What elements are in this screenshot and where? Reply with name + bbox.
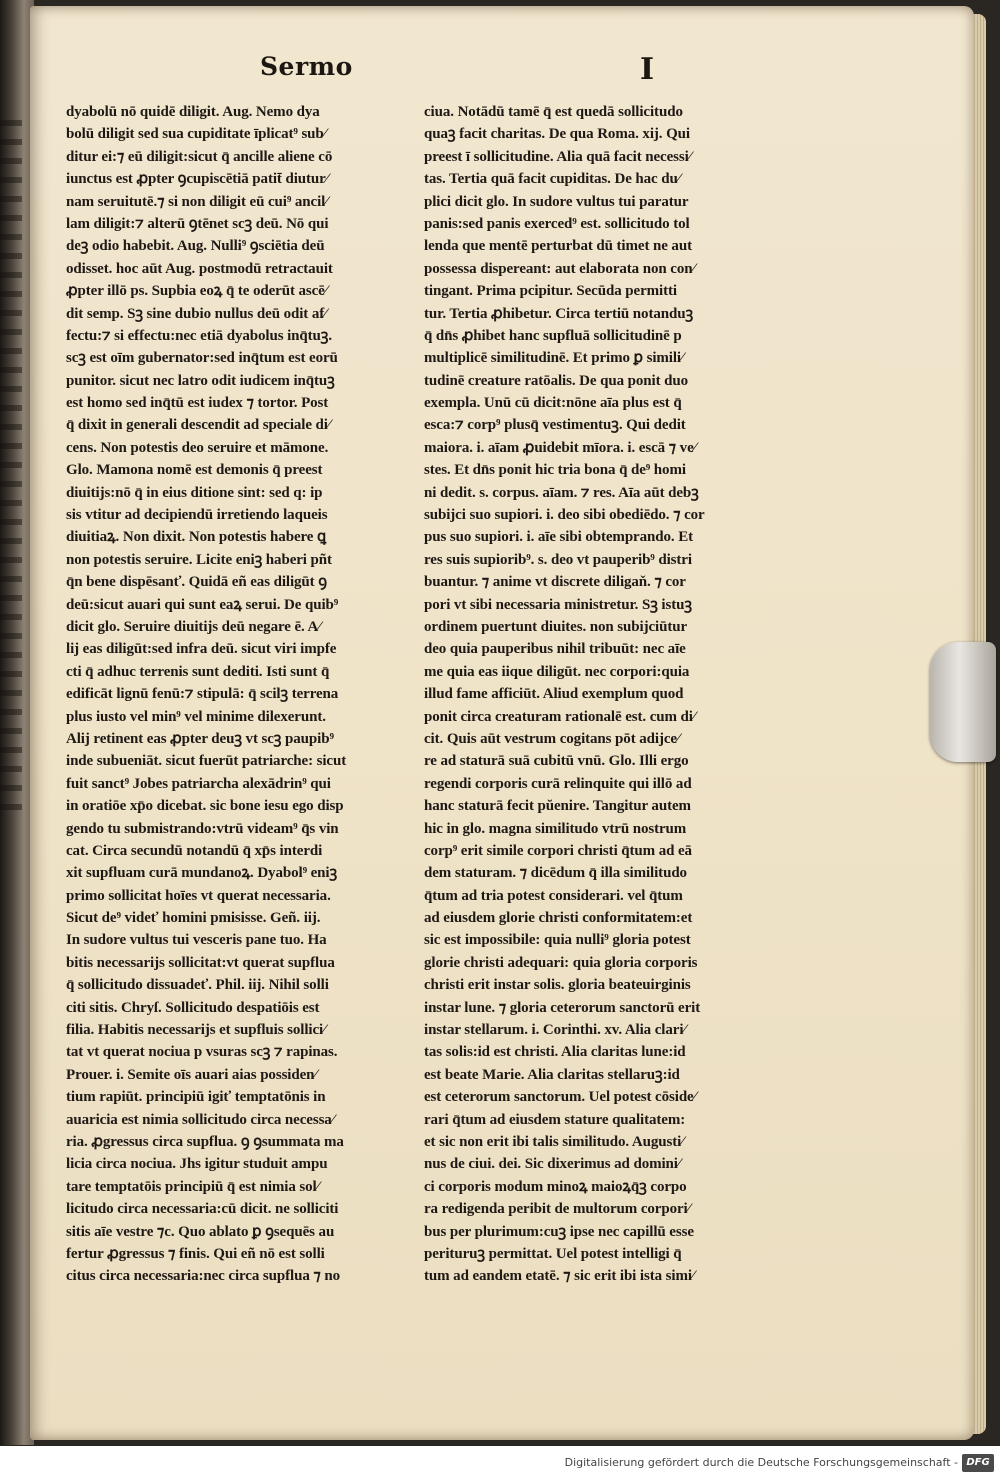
text-line: multiplicē similitudinē. Et primo ꝑ simili⁄	[424, 350, 684, 367]
text-line: buantur. ⁊ anime vt discrete diligaň. ⁊ cor	[424, 574, 686, 591]
text-line: christi erit instar solis. gloria beateuirginis	[424, 977, 691, 994]
text-line: diuitiaꝝ. Non dixit. Non potestis habere ꝗ	[66, 529, 327, 546]
text-line: sis vtitur ad decipiendū irretiendo laqueis	[66, 507, 328, 524]
text-line: dem staturam. ⁊ dicēdum q̄ illa similitudo	[424, 865, 687, 882]
text-line: ad eiusdem glorie christi conformitatem:et	[424, 910, 693, 927]
text-line: tare temptatōis principiū q̄ est nimia sol⁄	[66, 1178, 320, 1195]
text-line: Glo. Mamona nomē est demonis q̄ preest	[66, 462, 323, 479]
text-line: est beate Marie. Alia claritas stellaruꝫ:id	[424, 1066, 680, 1083]
text-line: quaꝫ facit charitas. De qua Roma. xij. Qui	[424, 126, 690, 143]
text-line: est homo sed inq̄tū est iudex ⁊ tortor. Post	[66, 395, 329, 412]
text-line: esca:⁊ corp⁹ plusq̄ vestimentuꝫ. Qui dedit	[424, 417, 686, 434]
text-line: nus de ciui. dei. Sic dixerimus ad domini⁄	[424, 1156, 681, 1173]
text-line: preest ī sollicitudine. Alia quā facit necessi⁄	[424, 148, 692, 165]
text-column-right	[424, 101, 794, 1285]
text-line: cat. Circa secundū notandū q̄ xp̄s interdi	[66, 842, 323, 859]
left-page-edge-text	[0, 120, 22, 820]
running-head-title: Sermo	[260, 52, 353, 81]
text-line: sitis aīe vestre ⁊c. Quo ablato ꝑ ꝯsequēs au	[66, 1223, 335, 1240]
text-line: scꝫ est oīm gubernator:sed inq̄tum est eorū	[66, 350, 338, 367]
text-line: tum ad eandem etatē. ⁊ sic erit ibi ista simi⁄	[424, 1268, 695, 1285]
text-line: plus iusto vel min⁹ vel minime dilexerunt.	[66, 708, 326, 725]
text-line: sic est impossibile: quia nulli⁹ gloria potest	[424, 932, 691, 949]
text-line: Sicut de⁹ videť homini pmisisse. Geñ. iij.	[66, 910, 321, 927]
text-line: punitor. sicut nec latro odit iudicem inq̄tuꝫ	[66, 372, 335, 389]
text-line: ciua. Notādū tamē q̄ est quedā sollicitudo	[424, 104, 683, 120]
text-line: deꝫ odio habebit. Aug. Nulli⁹ ꝯsciētia deū	[66, 238, 325, 255]
text-line: bus per plurimum:cuꝫ ipse nec capillū esse	[424, 1223, 694, 1240]
text-column-left	[66, 101, 436, 1285]
dfg-logo: DFG	[962, 1454, 994, 1472]
text-line: primo sollicitat hoīes vt querat necessaria.	[66, 887, 331, 904]
footer-bar	[0, 1446, 1000, 1480]
text-line: perituruꝫ permittat. Uel potest intelligi q̄	[424, 1245, 682, 1262]
text-line: tas. Tertia quā facit cupiditas. De hac du⁄	[424, 171, 681, 188]
text-line: nam seruitutē.⁊ si non diligit eū cui⁹ ancil⁄	[66, 193, 328, 210]
text-line: dyabolū nō quidē diligit. Aug. Nemo dya	[66, 104, 320, 120]
text-line: tas solis:id est christi. Alia claritas lune:id	[424, 1044, 686, 1061]
text-line: odisset. hoc aūt Aug. postmodū retractauit	[66, 260, 333, 277]
text-line: xit supfluam curā mundanoꝝ. Dyabol⁹ eniꝫ	[66, 865, 338, 882]
text-line: deo quia pauperibus nihil tribuūt: nec aīe	[424, 641, 686, 658]
text-line: illud fame afficiūt. Aliud exemplum quod	[424, 686, 684, 703]
running-head-number: I	[640, 52, 655, 87]
text-line: gendo tu submistrando:vtrū videam⁹ q̄s vin	[66, 820, 339, 837]
text-line: pori vt sibi necessaria ministretur. Sꝫ istuꝫ	[424, 596, 692, 613]
left-page-edge	[0, 0, 34, 1445]
text-line: bolū diligit sed sua cupiditate īplicat⁹ sub⁄	[66, 126, 327, 143]
text-line: tium rapiūt. principiū igiť temptatōnis in	[66, 1089, 326, 1106]
text-line: citus circa necessaria:nec circa supflua ⁊ no	[66, 1268, 341, 1285]
page-clip	[930, 642, 996, 762]
text-line: fertur ꝓgressus ⁊ finis. Qui eñ nō est solli	[66, 1245, 325, 1262]
text-line: inde subueniāt. sicut fuerūt patriarche: sicut	[66, 753, 347, 770]
text-line: maiora. i. aīam ꝓuidebit mīora. i. escā ⁊ ve⁄	[424, 439, 697, 456]
text-line: lij eas diligūt:sed infra deū. sicut viri impfe	[66, 641, 337, 658]
text-line: deū:sicut auari qui sunt eaꝝ serui. De quib⁹	[66, 596, 339, 613]
text-line: auaricia est nimia sollicitudo circa necessa⁄	[66, 1111, 335, 1128]
text-line: possessa dispereant: aut elaborata non con⁄	[424, 260, 695, 277]
text-line: me quia eas iique diligūt. nec corpori:quia	[424, 663, 690, 680]
text-line: rari q̄tum ad eiusdem stature qualitatem:	[424, 1111, 686, 1128]
text-line: edificāt lignū fenū:⁊ stipulā: q̄ scilꝫ terrena	[66, 686, 339, 703]
text-line: cens. Non potestis deo seruire et māmone.	[66, 439, 329, 456]
text-line: In sudore vultus tui vesceris pane tuo. Ha	[66, 932, 327, 949]
text-line: re ad staturā suā cubitū vnū. Glo. Illi ergo	[424, 753, 689, 770]
text-line: dicit glo. Seruire diuitijs deū negare ē. A⁄	[66, 618, 321, 635]
text-line: licia circa nociua. Jhs igitur studuit ampu	[66, 1156, 328, 1173]
text-line: fuit sanct⁹ Jobes patriarcha alexādrin⁹ qui	[66, 775, 331, 792]
text-line: ria. ꝓgressus circa supflua. ꝯ ꝯsummata ma	[66, 1133, 344, 1150]
footer-credit-text: Digitalisierung gefördert durch die Deutsche Forschungsgemeinschaft -	[564, 1456, 958, 1469]
text-line: filia. Habitis necessarijs et supfluis sollici⁄	[66, 1022, 326, 1039]
text-line: cti q̄ adhuc terrenis sunt dediti. Isti sunt q̄	[66, 663, 330, 680]
text-line: citi sitis. Chryſ. Sollicitudo despatiōis est	[66, 999, 320, 1016]
text-line: hanc staturā fecit pŭenire. Tangitur autem	[424, 798, 691, 815]
text-line: cit. Quis aūt vestrum cogitans pōt adijce⁄	[424, 730, 680, 747]
text-line: bitis necessarijs sollicitat:vt querat supflua	[66, 954, 335, 971]
text-line: lenda que mentē perturbat dū timet ne aut	[424, 238, 692, 255]
text-line: ci corporis modum minoꝝ maioꝝq̄ꝫ corpo	[424, 1178, 687, 1195]
text-line: hic in glo. magna similitudo vtrū nostrum	[424, 820, 687, 837]
text-line: licitudo circa necessaria:cū dicit. ne solliciti	[66, 1201, 339, 1218]
text-line: q̄tum ad tria potest considerari. vel q̄tum	[424, 887, 683, 904]
text-line: dit semp. Sꝫ sine dubio nullus deū odit af⁄	[66, 305, 327, 322]
text-line: q̄ dn̄s ꝓhibet hanc supfluā sollicitudinē p	[424, 327, 682, 344]
text-line: tat vt querat nociua p vsuras scꝫ ⁊ rapinas.	[66, 1044, 338, 1061]
text-line: q̄n bene dispēsanť. Quidā eñ eas diligūt ꝯ	[66, 574, 327, 591]
text-line: pus suo supiori. i. aīe sibi obtemprando. Et	[424, 529, 693, 546]
text-line: Prouer. i. Semite oīs auari aias possiden⁄	[66, 1066, 317, 1083]
text-line: fectu:⁊ si effectu:nec etiā dyabolus inq̄tuꝫ.	[66, 327, 332, 344]
text-line: q̄ sollicitudo dissuadeť. Phil. iij. Nihil solli	[66, 977, 329, 994]
text-line: stes. Et dn̄s ponit hic tria bona q̄ de⁹ homi	[424, 462, 686, 479]
text-line: tingant. Prima pcipitur. Secūda permitti	[424, 283, 677, 300]
text-line: corp⁹ erit simile corpori christi q̄tum ad eā	[424, 842, 692, 859]
text-line: ponit circa creaturam rationalē est. cum di⁄	[424, 708, 696, 725]
text-line: non potestis seruire. Licite eniꝫ haberi pñt	[66, 551, 332, 568]
text-line: tudinē creature ratōalis. De qua ponit duo	[424, 372, 689, 389]
text-line: instar lune. ⁊ gloria ceterorum sanctorū erit	[424, 999, 701, 1016]
text-line: est ceterorum sanctorum. Uel potest cōside⁄	[424, 1089, 697, 1106]
text-line: ꝓpter illō ps. Supbia eoꝝ q̄ te oderūt ascē⁄	[66, 283, 328, 300]
text-line: res suis supiorib⁹. s. deo vt pauperib⁹ distri	[424, 551, 692, 568]
text-line: et sic non erit ibi talis similitudo. Augusti⁄	[424, 1133, 684, 1150]
text-line: regendi corporis curā relinquite qui illō ad	[424, 775, 692, 792]
text-line: panis:sed panis exerced⁹ est. sollicitudo tol	[424, 215, 690, 232]
text-line: ni dedit. s. corpus. aīam. ⁊ res. Aīa aūt debꝫ	[424, 484, 699, 501]
text-line: subijci suo supiori. i. deo sibi obediēdo. ⁊ cor	[424, 507, 705, 524]
text-line: instar stellarum. i. Corinthi. xv. Alia clari⁄	[424, 1022, 686, 1039]
text-line: lam diligit:⁊ alterū ꝯtēnet scꝫ deū. Nō qui	[66, 215, 329, 232]
text-line: exempla. Unū cū dicit:nōne aīa plus est q̄	[424, 395, 682, 412]
text-line: in oratiōe xp̄o dicebat. sic bone iesu ego disp	[66, 798, 344, 815]
text-line: ra redigenda peribit de multorum corpori⁄	[424, 1201, 691, 1218]
text-line: ditur ei:⁊ eū diligit:sicut q̄ ancille aliene cō	[66, 148, 333, 165]
text-line: Alij retinent eas ꝓpter deuꝫ vt scꝫ paupib⁹	[66, 730, 334, 747]
text-line: iunctus est ꝓpter ꝯcupiscētiā patit̄ diutur⁄	[66, 171, 329, 188]
text-line: tur. Tertia ꝓhibetur. Circa tertiū notanduꝫ	[424, 305, 694, 322]
text-line: plici dicit glo. In sudore vultus tui paratur	[424, 193, 689, 210]
text-line: q̄ dixit in generali descendit ad speciale di⁄	[66, 417, 331, 434]
text-line: diuitijs:nō q̄ in eius ditione sint: sed q: ip	[66, 484, 323, 501]
text-line: glorie christi adequari: quia gloria corporis	[424, 954, 698, 971]
text-line: ordinem puertunt diuites. non subijciūtur	[424, 618, 688, 635]
